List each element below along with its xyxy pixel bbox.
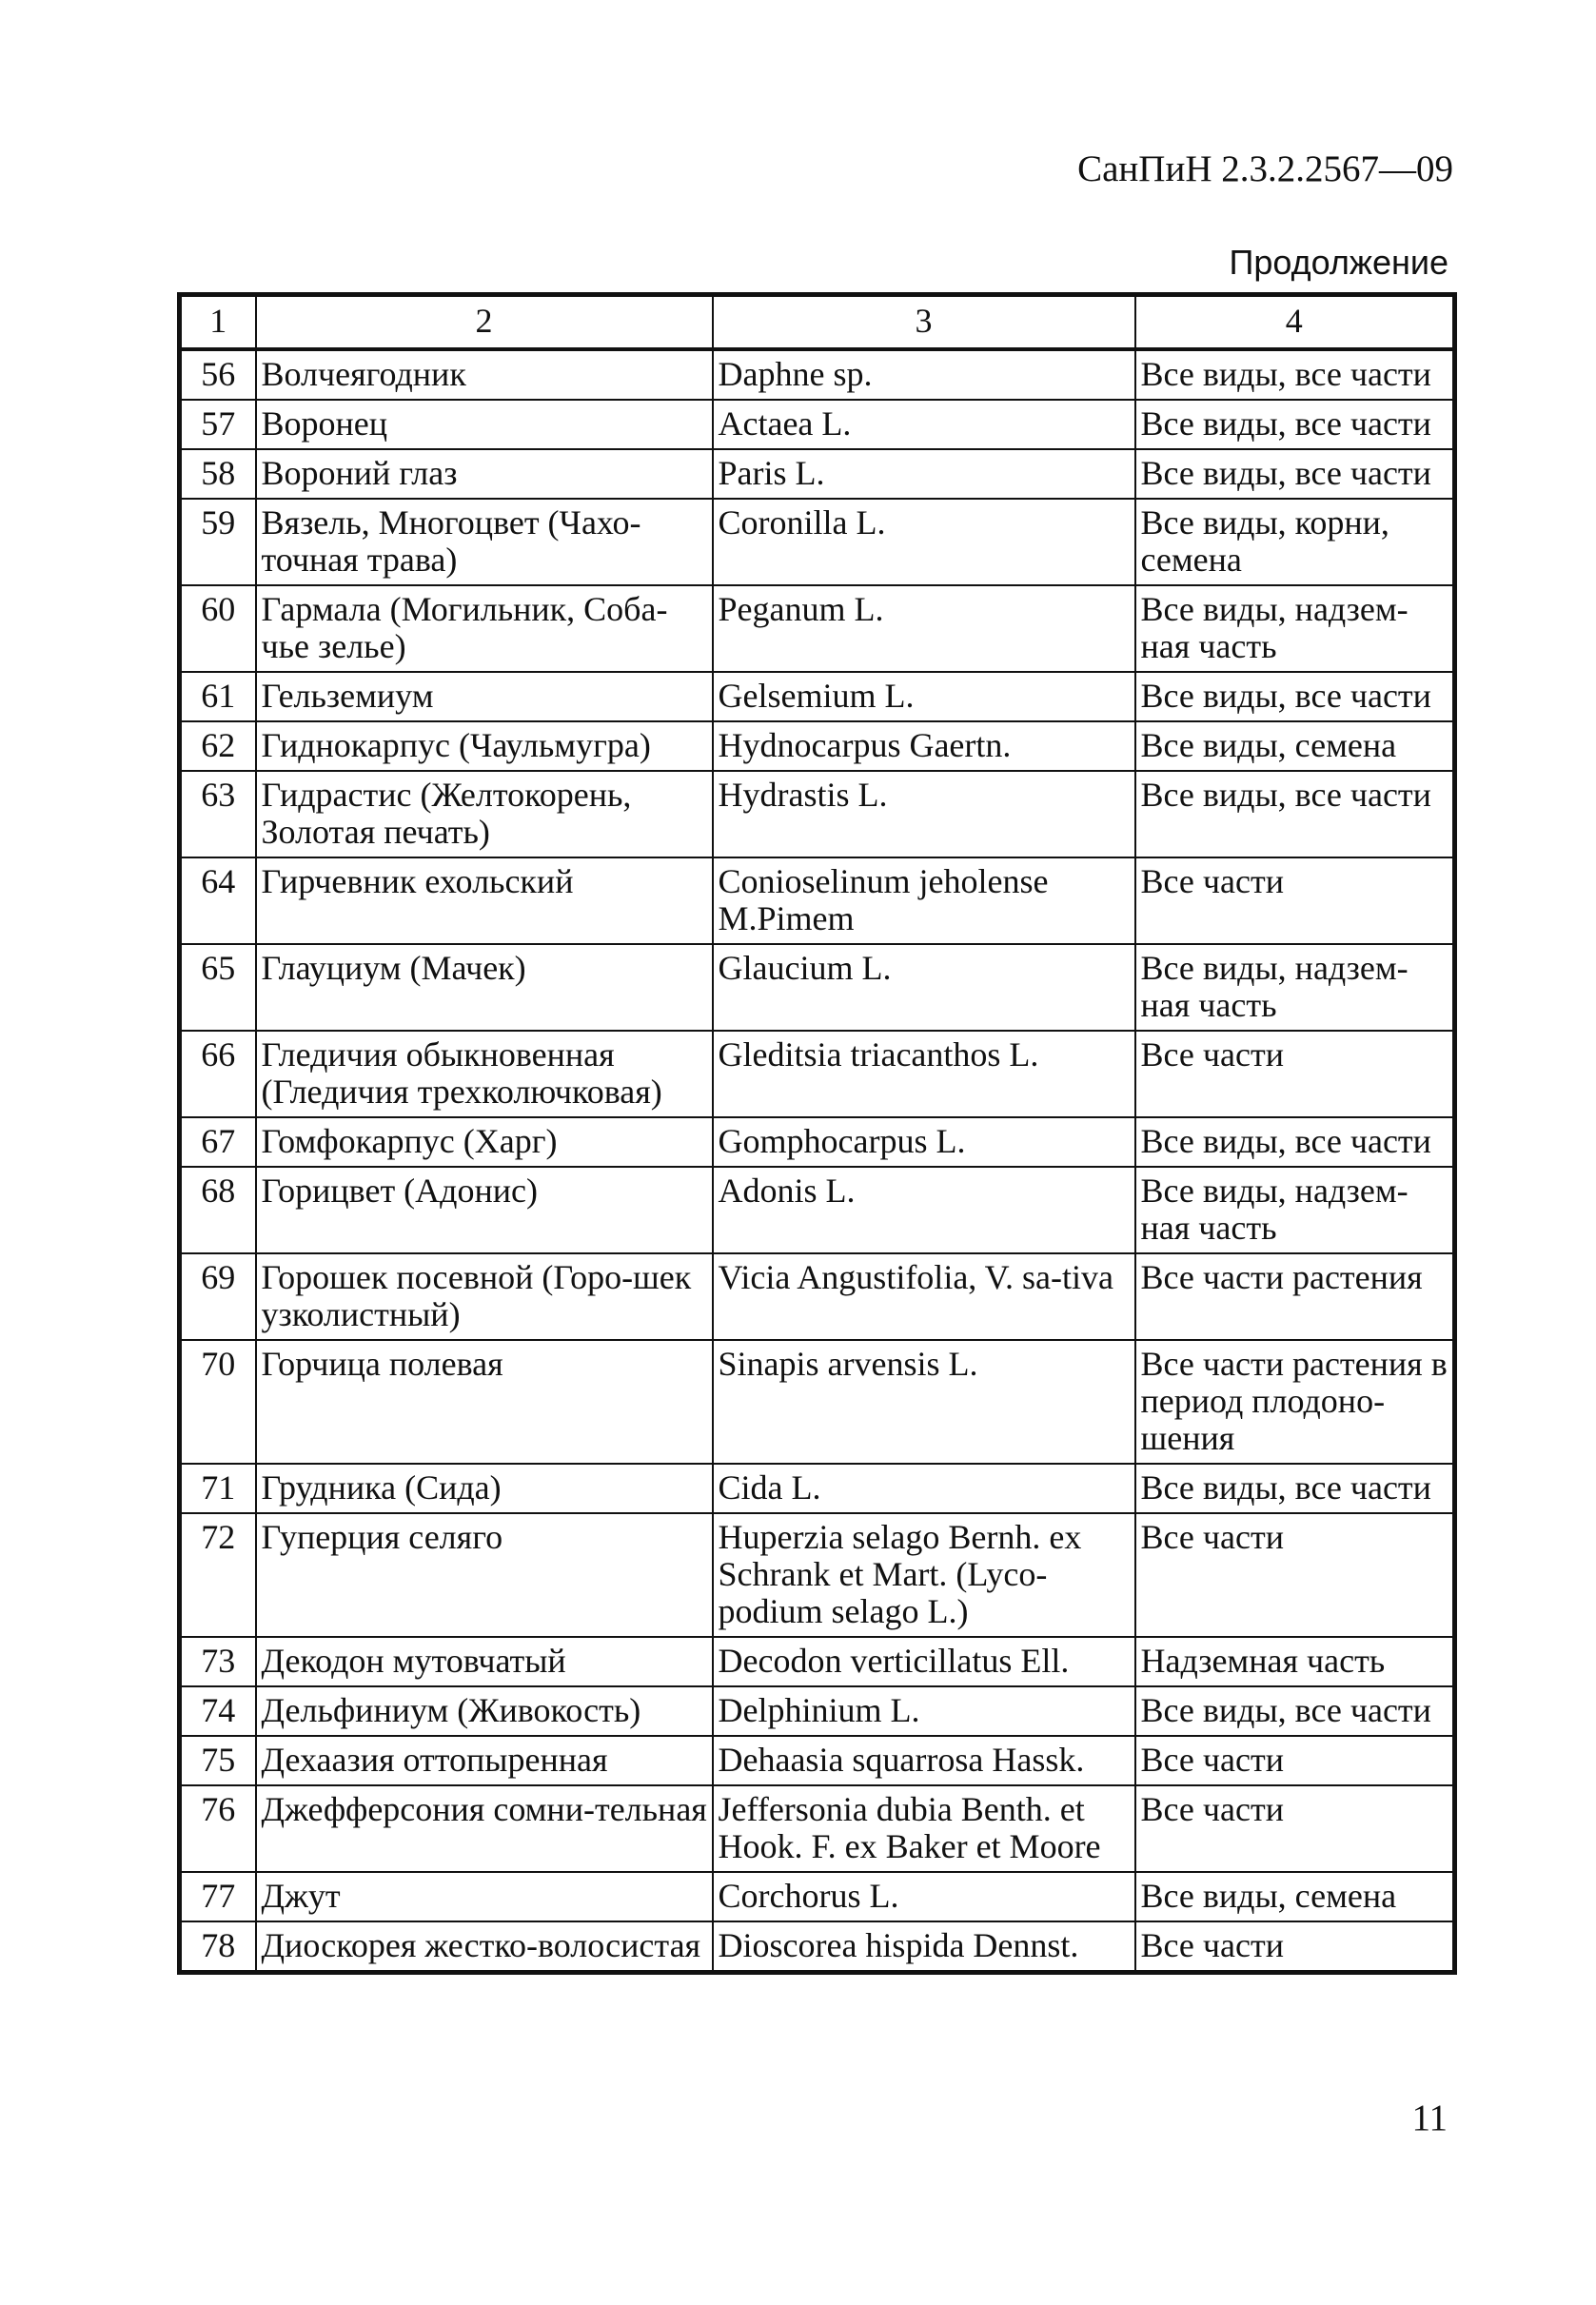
toxic-part-cell: Все части bbox=[1135, 1785, 1455, 1872]
table-body bbox=[180, 349, 1455, 1973]
latin-name-cell: Hydrastis L. bbox=[713, 771, 1135, 857]
toxic-part-cell: Все части bbox=[1135, 1921, 1455, 1973]
table-row bbox=[180, 1872, 1455, 1921]
latin-name-cell: Gelsemium L. bbox=[713, 672, 1135, 721]
plant-name-cell: Джефферсония сомни-тельная bbox=[256, 1785, 713, 1872]
toxic-part-cell: Все виды, все части bbox=[1135, 349, 1455, 400]
plant-name-cell: Горошек посевной (Горо-шек узколистный) bbox=[256, 1253, 713, 1340]
latin-name-cell: Decodon verticillatus Ell. bbox=[713, 1637, 1135, 1686]
toxic-part-cell: Все части растения в период плодоно-шения bbox=[1135, 1340, 1455, 1464]
toxic-part-cell: Все части растения bbox=[1135, 1253, 1455, 1340]
row-number-cell: 72 bbox=[180, 1513, 256, 1637]
toxic-part-cell: Все виды, все части bbox=[1135, 1464, 1455, 1513]
table-row bbox=[180, 1117, 1455, 1167]
latin-name-cell: Sinapis arvensis L. bbox=[713, 1340, 1135, 1464]
latin-name-cell: Cida L. bbox=[713, 1464, 1135, 1513]
latin-name-cell: Vicia Angustifolia, V. sa-tiva bbox=[713, 1253, 1135, 1340]
table-row bbox=[180, 1253, 1455, 1340]
row-number-cell: 58 bbox=[180, 449, 256, 499]
plants-table-container bbox=[177, 292, 1452, 1975]
latin-name-cell: Adonis L. bbox=[713, 1167, 1135, 1253]
latin-name-cell: Gleditsia triacanthos L. bbox=[713, 1031, 1135, 1117]
latin-name-cell: Peganum L. bbox=[713, 585, 1135, 672]
document-code: СанПиН 2.3.2.2567—09 bbox=[1077, 148, 1453, 189]
toxic-part-cell: Все части bbox=[1135, 1031, 1455, 1117]
latin-name-cell: Jeffersonia dubia Benth. et Hook. F. ex Baker et Moore bbox=[713, 1785, 1135, 1872]
row-number-cell: 74 bbox=[180, 1686, 256, 1736]
latin-name-cell: Glaucium L. bbox=[713, 944, 1135, 1031]
latin-name-cell: Hydnocarpus Gaertn. bbox=[713, 721, 1135, 771]
table-row bbox=[180, 1167, 1455, 1253]
page-number: 11 bbox=[1411, 2098, 1448, 2138]
table-row bbox=[180, 1340, 1455, 1464]
row-number-cell: 71 bbox=[180, 1464, 256, 1513]
latin-name-cell: Gomphocarpus L. bbox=[713, 1117, 1135, 1167]
latin-name-cell: Conioselinum jeholense M.Pimem bbox=[713, 857, 1135, 944]
row-number-cell: 75 bbox=[180, 1736, 256, 1785]
column-header-4: 4 bbox=[1135, 295, 1455, 350]
plant-name-cell: Гуперция селяго bbox=[256, 1513, 713, 1637]
row-number-cell: 68 bbox=[180, 1167, 256, 1253]
table-row bbox=[180, 672, 1455, 721]
table-row bbox=[180, 1736, 1455, 1785]
toxic-part-cell: Все части bbox=[1135, 1513, 1455, 1637]
row-number-cell: 64 bbox=[180, 857, 256, 944]
row-number-cell: 62 bbox=[180, 721, 256, 771]
table-row bbox=[180, 400, 1455, 449]
toxic-part-cell: Все виды, надзем-ная часть bbox=[1135, 944, 1455, 1031]
column-header-1: 1 bbox=[180, 295, 256, 350]
plant-name-cell: Грудника (Сида) bbox=[256, 1464, 713, 1513]
table-row bbox=[180, 349, 1455, 400]
table-header-row bbox=[180, 295, 1455, 350]
latin-name-cell: Coronilla L. bbox=[713, 499, 1135, 585]
plant-name-cell: Джут bbox=[256, 1872, 713, 1921]
plants-table bbox=[177, 292, 1457, 1975]
column-header-2: 2 bbox=[256, 295, 713, 350]
table-row bbox=[180, 1637, 1455, 1686]
row-number-cell: 70 bbox=[180, 1340, 256, 1464]
plant-name-cell: Дельфиниум (Живокость) bbox=[256, 1686, 713, 1736]
plant-name-cell: Дехаазия оттопыренная bbox=[256, 1736, 713, 1785]
latin-name-cell: Daphne sp. bbox=[713, 349, 1135, 400]
latin-name-cell: Dehaasia squarrosa Hassk. bbox=[713, 1736, 1135, 1785]
toxic-part-cell: Все виды, все части bbox=[1135, 400, 1455, 449]
toxic-part-cell: Все виды, все части bbox=[1135, 672, 1455, 721]
row-number-cell: 77 bbox=[180, 1872, 256, 1921]
toxic-part-cell: Надземная часть bbox=[1135, 1637, 1455, 1686]
plant-name-cell: Гиднокарпус (Чаульмугра) bbox=[256, 721, 713, 771]
plant-name-cell: Воронец bbox=[256, 400, 713, 449]
plant-name-cell: Волчеягодник bbox=[256, 349, 713, 400]
row-number-cell: 78 bbox=[180, 1921, 256, 1973]
table-row bbox=[180, 1513, 1455, 1637]
row-number-cell: 56 bbox=[180, 349, 256, 400]
toxic-part-cell: Все виды, надзем-ная часть bbox=[1135, 1167, 1455, 1253]
row-number-cell: 61 bbox=[180, 672, 256, 721]
row-number-cell: 59 bbox=[180, 499, 256, 585]
row-number-cell: 67 bbox=[180, 1117, 256, 1167]
table-row bbox=[180, 857, 1455, 944]
row-number-cell: 73 bbox=[180, 1637, 256, 1686]
toxic-part-cell: Все виды, все части bbox=[1135, 449, 1455, 499]
table-row bbox=[180, 449, 1455, 499]
toxic-part-cell: Все части bbox=[1135, 857, 1455, 944]
table-row bbox=[180, 1686, 1455, 1736]
row-number-cell: 65 bbox=[180, 944, 256, 1031]
toxic-part-cell: Все виды, надзем-ная часть bbox=[1135, 585, 1455, 672]
latin-name-cell: Delphinium L. bbox=[713, 1686, 1135, 1736]
toxic-part-cell: Все виды, семена bbox=[1135, 1872, 1455, 1921]
latin-name-cell: Corchorus L. bbox=[713, 1872, 1135, 1921]
row-number-cell: 66 bbox=[180, 1031, 256, 1117]
toxic-part-cell: Все виды, семена bbox=[1135, 721, 1455, 771]
toxic-part-cell: Все виды, все части bbox=[1135, 771, 1455, 857]
latin-name-cell: Paris L. bbox=[713, 449, 1135, 499]
table-row bbox=[180, 585, 1455, 672]
latin-name-cell: Huperzia selago Bernh. ex Schrank et Mart. (Lyco-podium selago L.) bbox=[713, 1513, 1135, 1637]
table-row bbox=[180, 1464, 1455, 1513]
row-number-cell: 60 bbox=[180, 585, 256, 672]
plant-name-cell: Глауциум (Мачек) bbox=[256, 944, 713, 1031]
row-number-cell: 69 bbox=[180, 1253, 256, 1340]
plant-name-cell: Вязель, Многоцвет (Чахо-точная трава) bbox=[256, 499, 713, 585]
plant-name-cell: Гидрастис (Желтокорень, Золотая печать) bbox=[256, 771, 713, 857]
plant-name-cell: Гомфокарпус (Харг) bbox=[256, 1117, 713, 1167]
continuation-label: Продолжение bbox=[1229, 243, 1448, 282]
plant-name-cell: Гармала (Могильник, Соба-чье зелье) bbox=[256, 585, 713, 672]
plant-name-cell: Гельземиум bbox=[256, 672, 713, 721]
column-header-3: 3 bbox=[713, 295, 1135, 350]
row-number-cell: 76 bbox=[180, 1785, 256, 1872]
row-number-cell: 57 bbox=[180, 400, 256, 449]
toxic-part-cell: Все виды, все части bbox=[1135, 1686, 1455, 1736]
table-row bbox=[180, 1785, 1455, 1872]
plant-name-cell: Диоскорея жестко-волосистая bbox=[256, 1921, 713, 1973]
plant-name-cell: Вороний глаз bbox=[256, 449, 713, 499]
toxic-part-cell: Все виды, корни, семена bbox=[1135, 499, 1455, 585]
plant-name-cell: Гирчевник ехольский bbox=[256, 857, 713, 944]
latin-name-cell: Dioscorea hispida Dennst. bbox=[713, 1921, 1135, 1973]
table-row bbox=[180, 499, 1455, 585]
plant-name-cell: Гледичия обыкновенная (Гледичия трехколючковая) bbox=[256, 1031, 713, 1117]
plant-name-cell: Горицвет (Адонис) bbox=[256, 1167, 713, 1253]
latin-name-cell: Actaea L. bbox=[713, 400, 1135, 449]
plant-name-cell: Декодон мутовчатый bbox=[256, 1637, 713, 1686]
table-row bbox=[180, 721, 1455, 771]
table-row bbox=[180, 771, 1455, 857]
table-row bbox=[180, 944, 1455, 1031]
table-row bbox=[180, 1031, 1455, 1117]
row-number-cell: 63 bbox=[180, 771, 256, 857]
plant-name-cell: Горчица полевая bbox=[256, 1340, 713, 1464]
toxic-part-cell: Все виды, все части bbox=[1135, 1117, 1455, 1167]
toxic-part-cell: Все части bbox=[1135, 1736, 1455, 1785]
table-row bbox=[180, 1921, 1455, 1973]
